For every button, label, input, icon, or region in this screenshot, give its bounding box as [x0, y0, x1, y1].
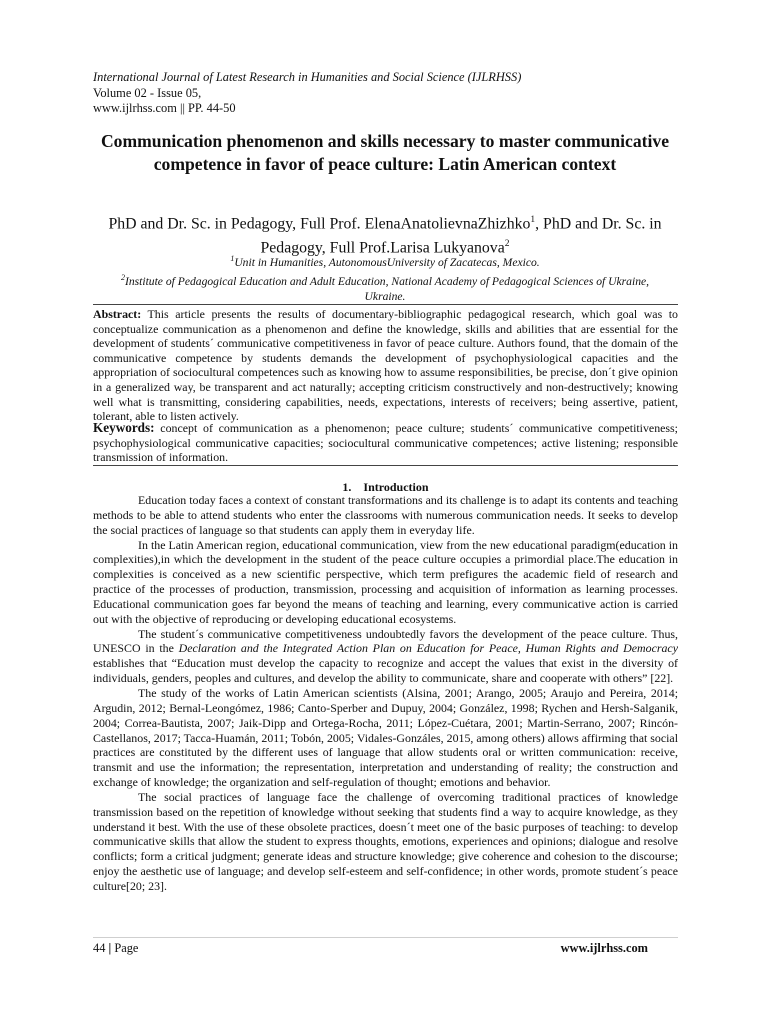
paragraph-1: Education today faces a context of constant transformations and its challenge is to adapt its contents and teaching methods to be able to attend students who enter the classrooms with numerous communication needs. It seeks to develop the social practices of language so that students can apply them in everyday life.	[93, 493, 678, 537]
abstract-top-rule	[93, 304, 678, 305]
declaration-title: Declaration and the Integrated Action Plan on Education for Peace, Human Rights and Democracy	[178, 641, 678, 656]
affiliation-2	[100, 270, 670, 304]
section-title: Introduction	[363, 480, 429, 494]
paragraph-3-part-a: The student´s communicative competitiveness undoubtedly favors the development of the peace culture. Thus, UNESCO in the	[93, 626, 678, 656]
journal-header	[93, 70, 693, 117]
keywords-bottom-rule	[93, 465, 678, 466]
journal-volume: Volume 02 - Issue 05,	[93, 85, 202, 100]
author-2-name: , PhD and Dr. Sc. in Pedagogy, Full Prof.Larisa Lukyanova	[260, 215, 662, 257]
abstract-text: This article presents the results of documentary-bibliographic pedagogical research, which goal was to conceptualize communication as a phenomenon and define the knowledge, skills and abilities that are essential for the development of students´ communicative competitiveness in favor of peace culture. Authors found, that the domain of the communicative competence by students demands the development of psychophysiological capacities and the appropriation of sociocultural competences such as knowing how to assume responsibilities, be precise, don´t give opinion in a generalized way, be transparent and act naturally; accepting criticism constructively and non-destructively; knowing well what is transmitting, considering capabilities, needs, expectations, interests of receivers; being assertive, patient, tolerant, able to listen actively.	[93, 307, 678, 424]
journal-site-pages: www.ijlrhss.com || PP. 44-50	[93, 101, 236, 115]
page-number: 44	[93, 941, 106, 955]
author-1-marker: 1	[530, 215, 536, 225]
footer-site-link[interactable]: www.ijlrhss.com	[560, 941, 648, 955]
paragraph-5: The social practices of language face the challenge of overcoming traditional practices of knowledge transmission based on the repetition of knowledge without seeking that students find a way to acquire knowledge, as they understand it best. With the use of these obsolete practices, doesn´t meet one of the basic purposes of teaching: to develop communicative skills that allow the student to express thoughts, emotions, experiences and opinions; dialogue and resolve conflicts; form a critical judgment; generate ideas and structure knowledge; give coherence and cohesion to the discourse; enjoy the aesthetic use of language; and develop self-esteem and self-confidence; in other words, promote student´s peace culture[20; 23].	[93, 789, 678, 893]
abstract	[93, 307, 678, 424]
journal-name: International Journal of Latest Research in Humanities and Social Science (IJLRHSS)	[93, 70, 522, 84]
keywords-text: concept of communication as a phenomenon; peace culture; students´ communicative competitiveness; psychophysiological communicative capacities; sociocultural communicative competences; active listening; responsible transmission of information.	[93, 421, 678, 465]
page-separator: |	[108, 941, 112, 955]
paper-title: Communication phenomenon and skills necessary to master communicative competence in favor of peace culture: Latin American context	[100, 131, 670, 174]
paragraph-3-part-b: establishes that “Education must develop the capacity to recognize and accept the values that exist in the diversity of individuals, genders, peoples and cultures, and develop the ability to communicate, share and cooperate with others” [22].	[93, 656, 678, 686]
page-word: Page	[114, 941, 139, 955]
introduction-body	[93, 493, 678, 894]
affiliation-1-text: Unit in Humanities, AutonomousUniversity of Zacatecas, Mexico.	[234, 255, 540, 269]
keywords-label: Keywords:	[93, 420, 155, 435]
affiliation-1-marker: 1	[230, 254, 235, 263]
author-1-name: PhD and Dr. Sc. in Pedagogy, Full Prof. ElenaAnatolievnaZhizhko	[108, 215, 531, 233]
paragraph-4: The study of the works of Latin American scientists (Alsina, 2001; Arango, 2005; Araujo and Pereira, 2014; Argudin, 2012; Bernal-Leongómez, 1986; Canto-Sperber and Dupuy, 2004; González, 1998; Rychen and Hersh-Salganik, 2004; Correa-Bautista, 2007; Jaik-Dipp and Ortega-Rocha, 2011; López-Cuétara, 2001; Martin-Serrano, 2007; Rincón-Castellanos, 2017; Tacca-Huamán, 2011; Tobón, 2005; Vidales-Gonzáles, 2015, among others) allows affirming that social practices are constituted by the different uses of language that allow students oral or written communication: receive, transmit and use the information; the representation, interpretation and understanding of reality; the construction and exchange of knowledge; the organization and self-regulation of thought; emotions and behavior.	[93, 685, 678, 790]
affiliations	[100, 251, 670, 304]
section-number: 1.	[342, 480, 352, 494]
page-number-label	[93, 941, 138, 956]
paragraph-3	[93, 627, 678, 686]
affiliation-2-marker: 2	[120, 272, 125, 282]
affiliation-1	[100, 251, 670, 270]
footer-rule	[93, 937, 678, 938]
author-2-marker: 2	[504, 239, 510, 250]
keywords	[93, 421, 678, 465]
paragraph-2: In the Latin American region, educational communication, view from the new educational paradigm(education in complexities),in which the development in the student of the peace culture occupies a primordial place.The education in complexities is conceived as a new scientific perspective, which term prefigures the academic field of research and practice of the processes of production, transmission, processing and acquisition of information as learning processes. Educational communication goes far beyond the means of teaching and learning, every communicative action is carried out with the objective of reproducing or developing educational ecosystems.	[93, 537, 678, 626]
affiliation-2-text: Institute of Pedagogical Education and Adult Education, National Academy of Pedagogical Sciences of Ukraine, Ukraine.	[124, 274, 650, 303]
abstract-label: Abstract:	[93, 307, 142, 321]
